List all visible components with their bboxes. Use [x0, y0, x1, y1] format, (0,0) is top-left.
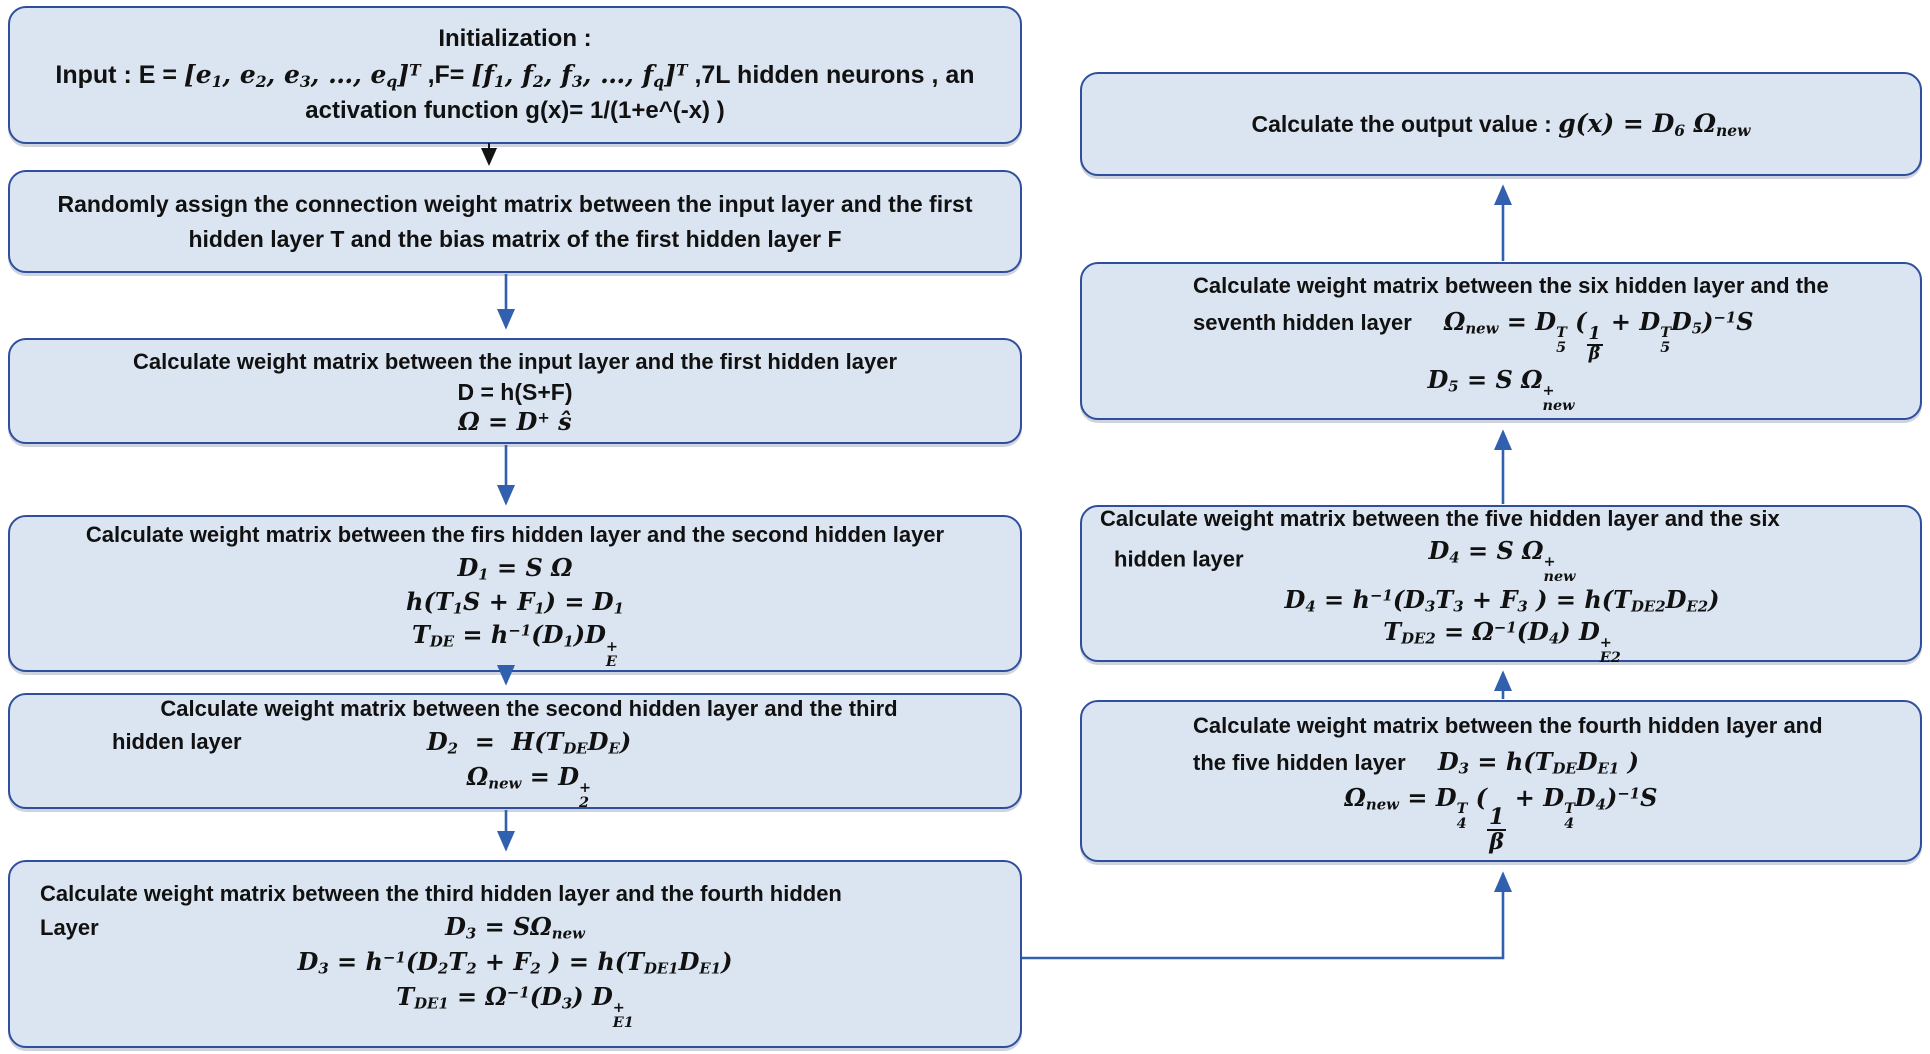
node-output	[1080, 72, 1922, 176]
third-to-fourth-title: Calculate weight matrix between the third hidden layer and the fourth hidden	[40, 881, 842, 907]
node-input-to-first	[8, 338, 1022, 444]
first-to-second-title: Calculate weight matrix between the firs hidden layer and the second hidden layer	[85, 522, 945, 548]
connector-third-fourth-to-fourth-five	[1022, 874, 1503, 958]
five-to-six-line2	[1100, 535, 1904, 584]
formula-tde1: $T_{DE1} = \Omega^{-1}(D_3)$ D + E1	[396, 982, 634, 1032]
initialization-activation-line: activation function g(x)= 1/(1+e^(-x) )	[305, 97, 725, 125]
output-line	[1098, 105, 1904, 143]
node-random-assign	[8, 170, 1022, 273]
formula-omega-dplus: Ω = D+ ŝ	[458, 407, 572, 437]
formula-h-t1s: $h(T_1S + F_1) = D_1$	[406, 586, 624, 618]
initialization-input-line: Input : $E = [e_1$, $e_2$, $e_3$, …, $e_q]^T$ $,F= [f_1$, $f_2$, $f_3$, …, $f_q]^T$ ,7L hidden neurons , an	[55, 59, 975, 91]
initialization-title: Initialization :	[438, 24, 592, 52]
node-second-to-third	[8, 693, 1022, 809]
node-first-to-second	[8, 515, 1022, 672]
node-five-to-six	[1080, 505, 1922, 666]
formula-omega-new-d4: $\Omega_{new} = D$ T 4 ( $\frac{1}{\beta}$ + D T 4 $D_4)^{-1}S$	[1344, 782, 1658, 855]
formula-d4-hinv: $D_4 = h^{-1}(D_3T_3 + F_3$ ) = $h(T_{DE2}D_{E2})$	[1284, 585, 1720, 617]
fourth-to-five-line1: Calculate weight matrix between the fourth hidden layer and	[1193, 713, 1823, 739]
formula-d3-somega-new: $D_3 = S\Omega_{new}$	[445, 912, 585, 944]
formula-d-hsf: D = h(S+F)	[457, 378, 573, 405]
formula-tde2: $T_{DE2} = \Omega^{-1}(D_4)$ D + E2	[1383, 616, 1621, 666]
formula-d3-hinv: $D_3 = h^{-1}(D_2T_2 + F_2$ ) = $h(T_{DE1}D_{E1})$	[297, 947, 733, 978]
formula-omega-new-d5: $\Omega_{new} = D$ T 5 ( $\frac{1}{\beta}$ + D T 5 $D_5)^{-1}S$	[1443, 306, 1754, 364]
node-fourth-to-five	[1080, 700, 1922, 862]
fourth-to-five-line2-label: the five hidden layer	[1193, 750, 1406, 776]
formula-gx-output: $g(x) = D_6$ $\Omega_{new}$	[1558, 109, 1751, 141]
random-assign-line2: hidden layer T and the bias matrix of the first hidden layer F	[188, 225, 842, 252]
six-to-seventh-line2	[1098, 303, 1904, 363]
five-to-six-side-label: hidden layer	[1114, 546, 1244, 572]
six-to-seventh-line2-label: seventh hidden layer	[1193, 309, 1412, 335]
formula-d2: $D_2 = H(T_{DE}D_E)$	[426, 726, 632, 758]
third-to-fourth-line2	[26, 910, 1004, 945]
formula-d4-somega-new: $D_4 = S$ Ω + new	[1428, 535, 1576, 586]
second-to-third-side-label: hidden layer	[112, 729, 242, 755]
formula-d1-somega: $D_1 = S$ Ω	[457, 553, 573, 584]
formula-d5-somega: $D_5 = S$ Ω + new	[1427, 364, 1575, 415]
output-label: Calculate the output value :	[1251, 111, 1559, 138]
second-to-third-line2	[98, 725, 960, 760]
five-to-six-title: Calculate weight matrix between the five hidden layer and the six	[1100, 505, 1780, 531]
fourth-to-five-line2	[1098, 743, 1904, 780]
third-to-fourth-side-label: Layer	[40, 914, 99, 940]
node-third-to-fourth	[8, 860, 1022, 1048]
input-to-first-title: Calculate weight matrix between the input layer and the first hidden layer	[132, 348, 898, 374]
formula-tde: $T_{DE} = h^{-1}(D_1)D$ + E	[412, 620, 618, 670]
six-to-seventh-line1: Calculate weight matrix between the six hidden layer and the	[1193, 272, 1829, 298]
formula-d3-htde: $D_3 = h(T_{DE}D_{E1}$ )	[1437, 747, 1639, 779]
second-to-third-title: Calculate weight matrix between the second hidden layer and the third	[160, 695, 898, 721]
node-six-to-seventh	[1080, 262, 1922, 420]
random-assign-line1: Randomly assign the connection weight matrix between the input layer and the first	[57, 191, 973, 217]
node-initialization	[8, 6, 1022, 144]
formula-omega-new-d2: $\Omega_{new} = D$ + 2	[466, 761, 592, 811]
